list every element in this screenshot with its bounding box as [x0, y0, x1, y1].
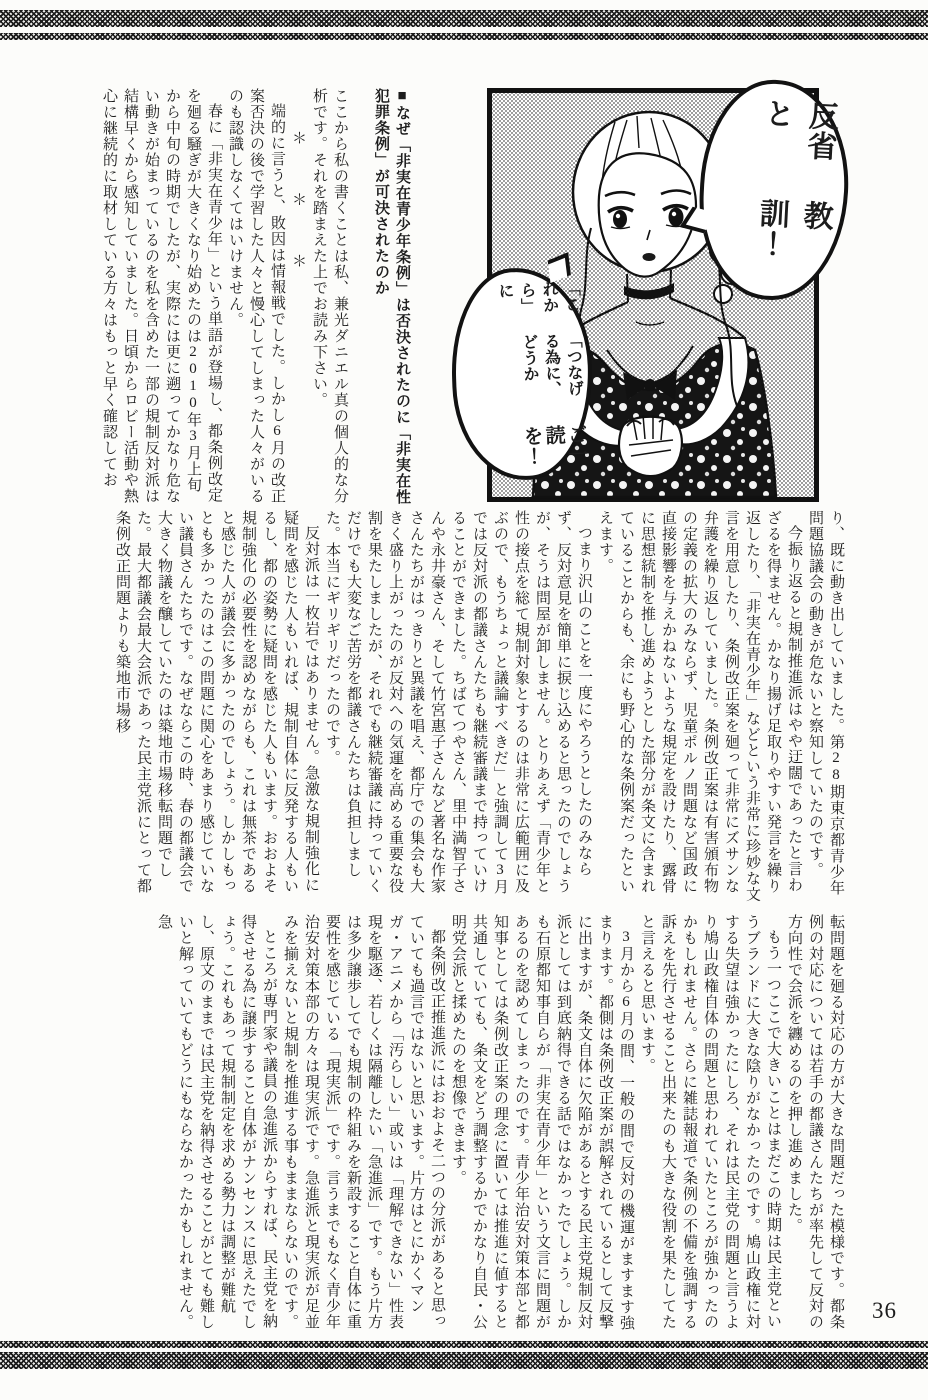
bubble-text: 反省と: [759, 97, 838, 162]
paragraph: り、既に動き出していました。第28期東京都青少年問題協議会の動きが危ないと察知していたのです。: [807, 510, 844, 896]
mouth: [643, 253, 656, 261]
bottom-border-thick-bar: [0, 1352, 928, 1369]
stars-separator: ＊＊＊: [290, 130, 306, 315]
paragraph: もう一つここで大きいことはまだこの時期は民主党というブランドに大きな陰りがなかったのです。鳩山政権に対する失望は強かったにしろ、それは民主党の問題と言うより鳩山政権自体の問題と思われていたところが強かったのかもしれません。さらに雑誌報道で条例の不備を強調する訴えを先行させること出来たのも大きな役割を果たしてたと言えると思います。: [639, 914, 781, 1330]
paragraph: つまり沢山のことを一度にやろうとしたのみならず、反対意見を簡単に捩じ込めると思ったのでしょうが、そうは問屋が卸しません。とりあえず「青少年と性の接点を総て規制対象とするのは非常に広範囲に及ぶので、もうちょっと議論すべきだ」と強調して3月では反対派の都議さんたちも継続審議まで持っていけることができました。ちばてつやさん、里中満智子さんや永井豪さん、そして竹宮惠子さんなど著名な作家さんたちがはっきりと異議を唱え、都庁での集会も大きく盛り上がったのが反対への気運を高める重要な役割を果たしましたが、それでも継続審議に持っていくだけでも大変なご苦労を都議さんたちは負担しました。本当にギリギリだったのです。: [324, 510, 592, 895]
bubble-text: 「これから」に: [495, 279, 580, 315]
paragraph: 端的に言うと、敗因は情報戦でした。しかし6月の改正案否決の後で学習した人々と慢心してしまった人々がいるのも認識しなくてはいけません。: [227, 88, 285, 504]
bottom-border-thin-bar: [0, 1341, 928, 1348]
middle-text-block: [28, 510, 846, 906]
paragraph: 春に「非実在青少年」という単語が登場し、都条例改定を廻る騒ぎが大きくなり始めたのは2010年3月上旬から中旬の時期でしたが、実際には更に遡ってかなり危ない動きが始まっているのを私を含めた一部の規制反対派は結構早くから感知していました。日頃からロビー活動や熱心に継続的に取材している方々はもっと早く確認してお: [101, 88, 222, 504]
intro-text-block: [28, 88, 430, 508]
paragraph: 転問題を廻る対応の方が大きな問題だった模様です。都条例の対応については若手の都議さんたちが率先して反対の方向性で会派を纏めるのを押し進めました。: [786, 914, 844, 1330]
paragraph: 反対派は一枚岩ではありません。急激な規制強化に疑問を感じた人もいれば、規制自体に反発する人もいるし、都の姿勢に疑問を感じた人もいます。おおよそ規制強化の必要性を認めながらも、これは無茶であると感じた人が議会に多かったのでしょう。しかしもっとも多かったのはこの問題に関心をあまり感じていない議員さんたちです。なぜならこの時、春の都議会で大きく物議を醸していたのは築地市場移転問題でした。最大都議会最大会派であった民主党派にとって都条例改正問題よりも築地市場移: [114, 510, 319, 894]
top-border-thick-bar: [0, 10, 928, 27]
paragraph: 都条例改正推進派にはおおよそ二つの分派があると思っていても過言ではないと思います。片方はとにかくマンガ・アニメから「汚らしい」或いは「理解できない」性表現を駆逐、若しくは隔離したい「急進派」です。もう片方は多少譲歩してでも規制の枠組みを新設すること自体に重要性を感じている「現実派」です。言うまでもなく青少年治安対策本部の方々は現実派です。急進派と現実派が足並みを揃えないと規制を推進する事もままならないのです。: [282, 914, 445, 1330]
paragraph: ところが専門家や議員の急進派からすれば、民主党を納得させる為に譲歩すること自体がナンセンスに思えたでしょう。これもあって規制制定を求める勢力は調整が難航し、原文のままでは民主党を納得させることがとても難しいと解っていてもどうにもならなかったかもしれません。急: [156, 914, 277, 1330]
intro-paragraph: ここから私の書くことは私、兼光ダニエル真の個人的な分析です。それを踏まえた上でお読み下さい。: [311, 88, 348, 504]
bubble-text: 教訓！: [752, 197, 833, 259]
speech-bubble-read-this: [448, 266, 595, 483]
bubble-text: 「つなげる為に、どうか: [519, 331, 583, 398]
top-border-thin-bar: [0, 33, 928, 40]
page-number: 36: [872, 1298, 897, 1323]
paragraph: 今振り返ると規制推進派はやや迂闊であったと言わざるを得ません。かなり揚げ足取りやすい発言を繰り返したり、「非実在青少年」などという非常に珍妙な文言を用意したり、条例改正案を廻って非常にズサンな弁護を繰り返していました。条例改正案は有害頒布物の定義の拡大のみならず、児童ポルノ問題など国政に直接影響を与えかねないような規定を設けたり、露骨に思想統制を推し進めようとした部分が条文に含まれていることからも、余にも野心的な条例案だったといえます。: [597, 510, 802, 903]
bubble-text: ご一読を！: [519, 423, 588, 467]
article-heading: ■なぜ「非実在青少年条例」は否決されたのに「非実在性犯罪条例」が可決されたのか: [373, 88, 410, 505]
speech-bubble-reflection: [694, 76, 853, 303]
bottom-text-block: [100, 914, 846, 1338]
paragraph: 3月から6月の間、一般の間で反対の機運がますます強まります。都側は条例改正案が誤解されているとして反撃に出ますが、条文自体に欠陥があるとする民主党規制反対派としては到底納得できる話ではなかったでしょう。しかも石原都知事自らが「非実在青少年」という文言に問題があるのを認めてしまったのです。青少年治安対策本部と都知事としては条例改正案の理念に置いては推進に値すると共通していても、条文をどう調整するかでかなり自民・公明党会派と揉めたのを想像できます。: [450, 914, 634, 1331]
